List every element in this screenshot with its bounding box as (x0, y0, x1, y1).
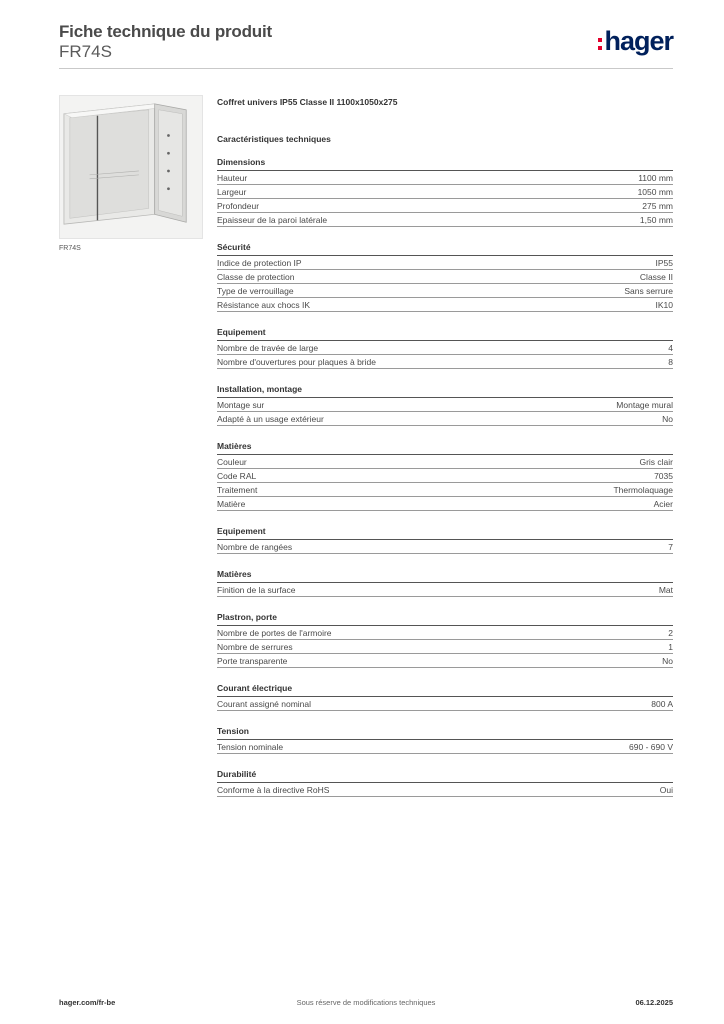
spec-row (217, 697, 673, 711)
spec-row (217, 783, 673, 797)
spec-label: Type de verrouillage (217, 286, 294, 296)
spec-value: Acier (653, 499, 673, 509)
spec-section (217, 569, 673, 597)
spec-row (217, 199, 673, 213)
spec-value: 800 A (651, 699, 673, 709)
spec-label: Porte transparente (217, 656, 288, 666)
spec-label: Montage sur (217, 400, 265, 410)
spec-row (217, 284, 673, 298)
spec-label: Indice de protection IP (217, 258, 302, 268)
product-reference: FR74S (59, 42, 112, 61)
spec-value: 2 (668, 628, 673, 638)
spec-row (217, 270, 673, 284)
spec-row (217, 185, 673, 199)
section-title: Sécurité (217, 242, 673, 256)
spec-label: Courant assigné nominal (217, 699, 312, 709)
section-title: Dimensions (217, 157, 673, 171)
section-title: Plastron, porte (217, 612, 673, 626)
spec-heading: Caractéristiques techniques (217, 134, 331, 144)
spec-row (217, 640, 673, 654)
spec-row (217, 171, 673, 185)
spec-label: Code RAL (217, 471, 257, 481)
spec-value: 8 (668, 357, 673, 367)
spec-value: 1050 mm (637, 187, 673, 197)
spec-label: Finition de la surface (217, 585, 296, 595)
spec-label: Nombre de serrures (217, 642, 293, 652)
spec-label: Couleur (217, 457, 247, 467)
spec-label: Matière (217, 499, 246, 509)
spec-section (217, 242, 673, 312)
image-caption: FR74S (59, 245, 81, 252)
logo-mark-icon (598, 38, 602, 50)
spec-label: Adapté à un usage extérieur (217, 414, 324, 424)
footer-notice: Sous réserve de modifications techniques (296, 998, 436, 1007)
logo-text: hager (604, 26, 673, 56)
section-title: Installation, montage (217, 384, 673, 398)
spec-section (217, 327, 673, 369)
spec-value: Sans serrure (624, 286, 673, 296)
product-image (59, 95, 203, 239)
spec-value: Gris clair (639, 457, 673, 467)
spec-label: Nombre de portes de l'armoire (217, 628, 332, 638)
spec-content (217, 96, 673, 797)
spec-value: 690 - 690 V (629, 742, 673, 752)
spec-label: Epaisseur de la paroi latérale (217, 215, 328, 225)
spec-section (217, 384, 673, 426)
spec-value: No (662, 414, 673, 424)
spec-row (217, 341, 673, 355)
document-title: Fiche technique du produit (59, 22, 272, 41)
spec-value: Classe II (639, 272, 673, 282)
spec-row (217, 497, 673, 511)
spec-value: 1100 mm (638, 173, 673, 183)
spec-value: Oui (659, 785, 673, 795)
spec-value: IK10 (655, 300, 673, 310)
spec-row (217, 398, 673, 412)
section-title: Matières (217, 569, 673, 583)
enclosure-illustration-icon (60, 96, 202, 238)
section-title: Courant électrique (217, 683, 673, 697)
spec-row (217, 740, 673, 754)
spec-label: Tension nominale (217, 742, 284, 752)
spec-value: 4 (668, 343, 673, 353)
spec-row (217, 583, 673, 597)
spec-label: Largeur (217, 187, 247, 197)
spec-label: Nombre de rangées (217, 542, 293, 552)
spec-value: Thermolaquage (613, 485, 673, 495)
spec-row (217, 355, 673, 369)
header-divider (59, 68, 673, 69)
spec-value: IP55 (655, 258, 673, 268)
section-title: Equipement (217, 327, 673, 341)
spec-label: Nombre de travée de large (217, 343, 319, 353)
spec-row (217, 213, 673, 227)
spec-row (217, 626, 673, 640)
spec-section (217, 769, 673, 797)
hager-logo (598, 28, 673, 54)
spec-row (217, 455, 673, 469)
spec-value: 1,50 mm (639, 215, 673, 225)
spec-value: 275 mm (642, 201, 673, 211)
spec-section (217, 612, 673, 668)
spec-label: Conforme à la directive RoHS (217, 785, 330, 795)
spec-value: 7 (668, 542, 673, 552)
section-title: Matières (217, 441, 673, 455)
spec-label: Nombre d'ouvertures pour plaques à bride (217, 357, 376, 367)
section-title: Tension (217, 726, 673, 740)
spec-label: Traitement (217, 485, 258, 495)
spec-row (217, 298, 673, 312)
spec-section (217, 441, 673, 511)
spec-value: Mat (658, 585, 673, 595)
section-title: Equipement (217, 526, 673, 540)
spec-label: Résistance aux chocs IK (217, 300, 311, 310)
spec-row (217, 540, 673, 554)
spec-row (217, 469, 673, 483)
spec-row (217, 256, 673, 270)
spec-value: 1 (668, 642, 673, 652)
spec-section (217, 157, 673, 227)
spec-section (217, 726, 673, 754)
footer-date: 06.12.2025 (635, 998, 673, 1007)
spec-sections (217, 157, 673, 797)
footer-website[interactable]: hager.com/fr-be (59, 998, 116, 1007)
spec-value: 7035 (654, 471, 673, 481)
spec-label: Profondeur (217, 201, 260, 211)
spec-row (217, 412, 673, 426)
spec-label: Hauteur (217, 173, 248, 183)
spec-row (217, 483, 673, 497)
spec-value: No (662, 656, 673, 666)
spec-label: Classe de protection (217, 272, 295, 282)
spec-section (217, 526, 673, 554)
page-header (59, 20, 673, 70)
spec-row (217, 654, 673, 668)
spec-value: Montage mural (616, 400, 673, 410)
spec-section (217, 683, 673, 711)
product-name: Coffret univers IP55 Classe II 1100x1050x275 (217, 97, 398, 107)
section-title: Durabilité (217, 769, 673, 783)
